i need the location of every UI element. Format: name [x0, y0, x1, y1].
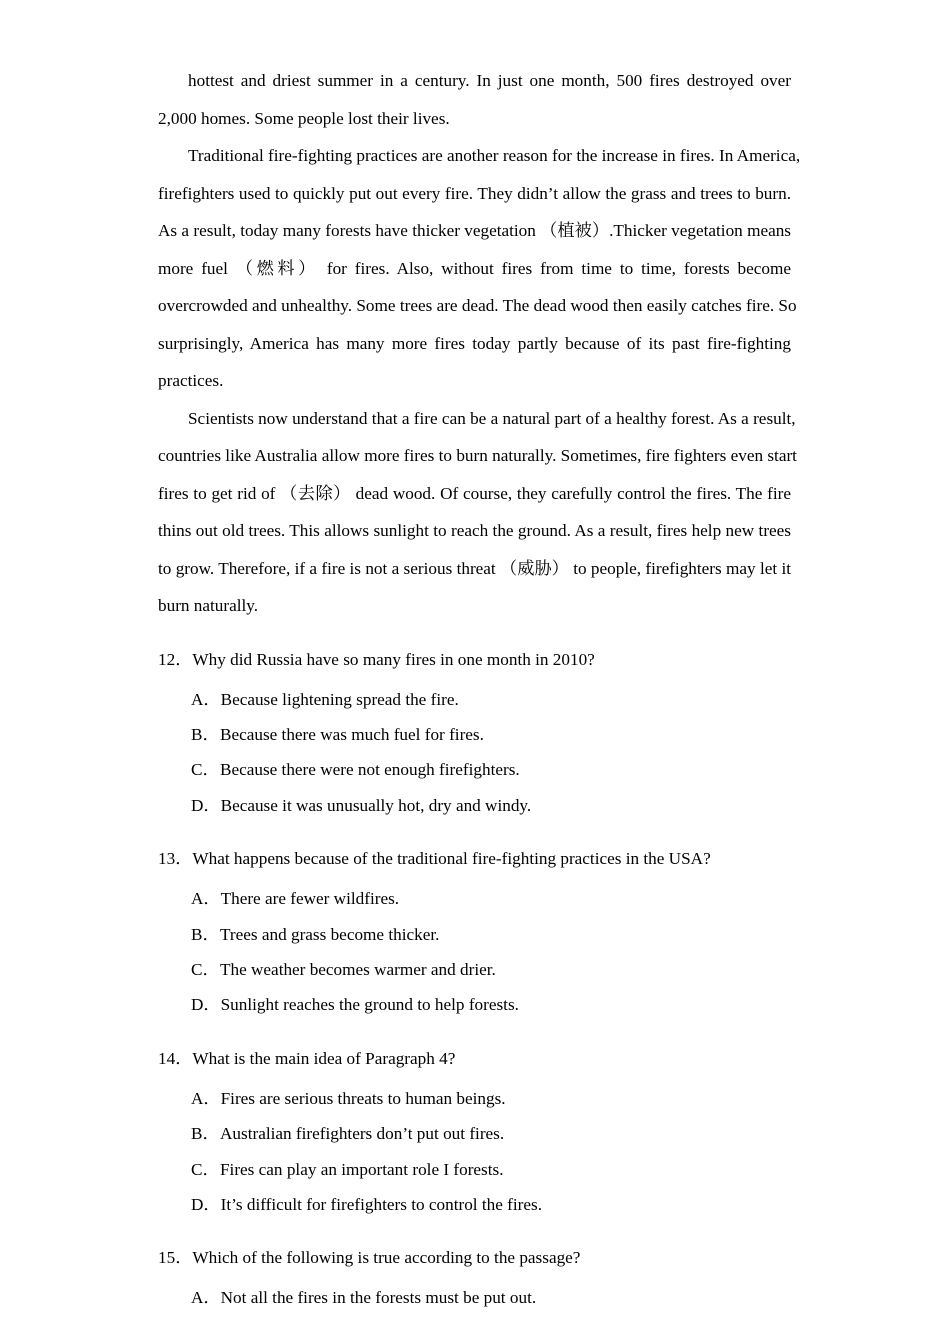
- option-letter: C．: [191, 760, 220, 780]
- option-letter: D．: [191, 995, 221, 1015]
- question-text: Why did Russia have so many fires in one month in 2010?: [192, 649, 595, 669]
- question-number: 13．: [158, 849, 193, 869]
- passage-line: firefighters used to quickly put out every fire. They didn’t allow the grass and trees to burn.: [158, 183, 791, 203]
- option-letter: C．: [191, 1159, 220, 1179]
- option-a[interactable]: [158, 682, 791, 717]
- option-text: Fires can play an important role I forests.: [220, 1159, 504, 1179]
- option-text: Trees and grass become thicker.: [220, 924, 440, 944]
- option-d[interactable]: [158, 1187, 791, 1222]
- option-text: Because there was much fuel for fires.: [220, 724, 484, 744]
- option-c[interactable]: [158, 952, 791, 987]
- spacer: [158, 625, 791, 637]
- question-stem: [158, 637, 791, 682]
- passage-line: overcrowded and unhealthy. Some trees are dead. The dead wood then easily catches fire. So: [158, 296, 797, 315]
- option-d[interactable]: [158, 987, 791, 1022]
- option-a[interactable]: [158, 1280, 791, 1315]
- question-text: What is the main idea of Paragraph 4?: [192, 1048, 456, 1068]
- question-text: Which of the following is true according to the passage?: [192, 1248, 581, 1268]
- question-13: [158, 836, 791, 1023]
- option-b[interactable]: [158, 917, 791, 952]
- passage-paragraph-2: [158, 137, 801, 400]
- passage-line: Scientists now understand that a fire can be a natural part of a healthy forest. As a result,: [188, 408, 796, 428]
- passage-line: surprisingly, America has many more fires today partly because of its past fire-fighting: [158, 333, 791, 353]
- option-letter: B．: [191, 1124, 220, 1144]
- passage-line: countries like Australia allow more fires to burn naturally. Sometimes, fire fighters even start: [158, 446, 797, 465]
- option-a[interactable]: [158, 881, 791, 916]
- question-number: 15．: [158, 1248, 193, 1268]
- option-b[interactable]: [158, 1116, 791, 1151]
- option-d[interactable]: [158, 788, 791, 823]
- option-letter: D．: [191, 1194, 221, 1214]
- spacer: [158, 1222, 791, 1235]
- question-text: What happens because of the traditional fire-fighting practices in the USA?: [192, 849, 711, 869]
- passage-line: burn naturally.: [158, 596, 259, 615]
- option-c[interactable]: [158, 1152, 791, 1187]
- option-text: Australian firefighters don’t put out fires.: [220, 1124, 505, 1144]
- passage-paragraph-1: [158, 62, 791, 137]
- question-stem: [158, 1036, 791, 1081]
- passage-line: thins out old trees. This allows sunlight to reach the ground. As a result, fires help new trees: [158, 521, 791, 540]
- passage-line: 2,000 homes. Some people lost their lives.: [158, 108, 450, 128]
- option-text: The weather becomes warmer and drier.: [220, 959, 496, 979]
- option-letter: B．: [191, 924, 220, 944]
- question-stem: [158, 836, 791, 881]
- spacer: [158, 823, 791, 836]
- option-letter: A．: [191, 889, 221, 909]
- spacer: [158, 1023, 791, 1036]
- question-12: [158, 637, 791, 824]
- page-content: [158, 62, 801, 1316]
- option-letter: A．: [191, 1088, 221, 1108]
- option-text: There are fewer wildfires.: [220, 889, 400, 909]
- passage-line: to grow. Therefore, if a fire is not a serious threat （威胁） to people, firefighters may let it: [158, 558, 791, 578]
- option-text: Because lightening spread the fire.: [220, 689, 459, 709]
- option-a[interactable]: [158, 1081, 791, 1116]
- question-stem: [158, 1235, 791, 1280]
- option-text: Fires are serious threats to human beings.: [220, 1088, 506, 1108]
- passage-line: more fuel （燃料） for fires. Also, without fires from time to time, forests become: [158, 258, 791, 278]
- passage-line: As a result, today many forests have thicker vegetation （植被）.Thicker vegetation means: [158, 221, 791, 240]
- passage-line: fires to get rid of （去除） dead wood. Of course, they carefully control the fires. The fire: [158, 483, 791, 503]
- passage-line: Traditional fire-fighting practices are another reason for the increase in fires. In America,: [188, 146, 801, 165]
- option-text: It’s difficult for firefighters to control the fires.: [220, 1194, 542, 1214]
- option-letter: A．: [191, 1288, 221, 1308]
- option-letter: D．: [191, 795, 221, 815]
- passage-paragraph-3: [158, 400, 797, 625]
- passage-line: hottest and driest summer in a century. In just one month, 500 fires destroyed over: [188, 71, 791, 90]
- option-letter: C．: [191, 959, 220, 979]
- passage-line: practices.: [158, 371, 224, 390]
- option-text: Because there were not enough firefighters.: [220, 760, 520, 780]
- option-c[interactable]: [158, 752, 791, 787]
- option-b[interactable]: [158, 717, 791, 752]
- question-14: [158, 1036, 791, 1223]
- option-letter: A．: [191, 689, 221, 709]
- option-text: Sunlight reaches the ground to help forests.: [220, 995, 519, 1015]
- option-text: Because it was unusually hot, dry and windy.: [220, 795, 532, 815]
- question-15: [158, 1235, 791, 1315]
- question-number: 14．: [158, 1048, 193, 1068]
- option-letter: B．: [191, 724, 220, 744]
- question-number: 12．: [158, 649, 193, 669]
- option-text: Not all the fires in the forests must be put out.: [220, 1288, 537, 1308]
